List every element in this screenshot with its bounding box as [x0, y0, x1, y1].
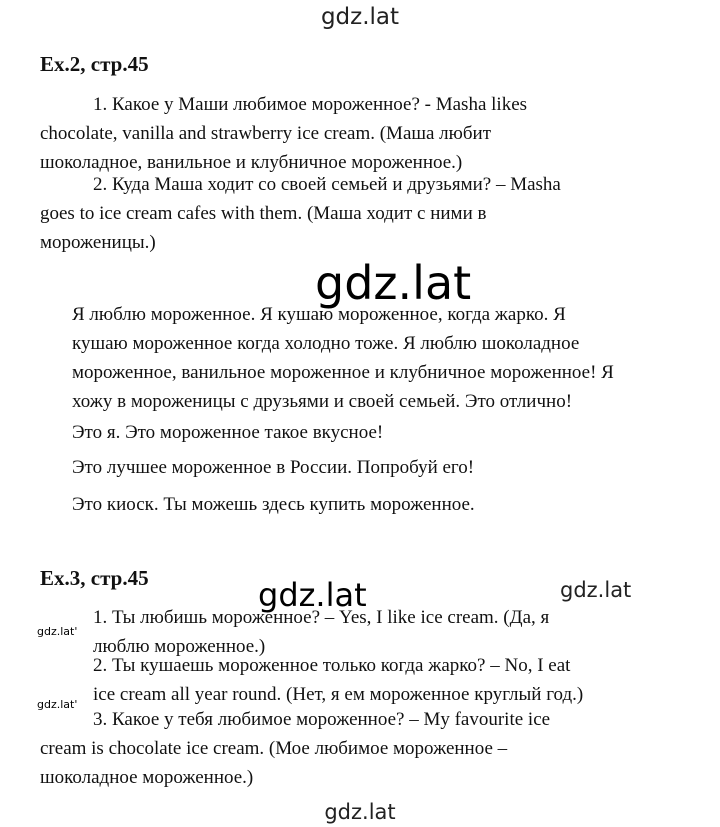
ex2-answer-1-line1: 1. Какое у Маши любимое мороженное? - Masha likes — [93, 94, 528, 115]
ex3-answer-2 — [93, 651, 673, 709]
watermark-small-2: gdz.lat' — [37, 698, 78, 711]
ex2-paragraph-line3: мороженное, ванильное мороженное и клубничное мороженное! Я — [72, 362, 614, 383]
ex2-answer-1-line3: шоколадное, ванильное и клубничное мороженное.) — [40, 152, 463, 173]
ex2-paragraph — [72, 300, 670, 416]
ex3-answer-1-line1: 1. Ты любишь мороженное? – Yes, I like ice cream. (Да, я — [93, 607, 550, 628]
watermark-top: gdz.lat — [320, 4, 400, 30]
watermark-bottom: gdz.lat — [324, 800, 396, 824]
watermark-small-1: gdz.lat' — [37, 625, 78, 638]
ex3-answer-2-line2: ice cream all year round. (Нет, я ем мороженное круглый год.) — [93, 684, 584, 705]
watermark-large: gdz.lat — [315, 256, 472, 310]
ex2-answer-1-line2: chocolate, vanilla and strawberry ice cream. (Маша любит — [40, 123, 491, 144]
ex3-answer-3 — [40, 705, 673, 792]
ex2-answer-2-line3: мороженицы.) — [40, 232, 156, 253]
ex3-answer-2-line1: 2. Ты кушаешь мороженное только когда жарко? – No, I eat — [93, 655, 571, 676]
ex2-paragraph-line4: хожу в мороженицы с друзьями и своей семьей. Это отлично! — [72, 391, 573, 412]
watermark-right: gdz.lat — [560, 578, 632, 602]
ex3-answer-3-line2: cream is chocolate ice cream. (Мое любимое мороженное – — [40, 738, 508, 759]
ex2-answer-1 — [40, 90, 673, 177]
ex2-sentence-2: Это лучшее мороженное в России. Попробуй его! — [72, 457, 475, 478]
exercise-2-heading: Ex.2, стр.45 — [40, 52, 149, 76]
ex3-answer-3-line1: 3. Какое у тебя любимое мороженное? – My favourite ice — [93, 709, 551, 730]
ex2-paragraph-line2: кушаю мороженное когда холодно тоже. Я люблю шоколадное — [72, 333, 580, 354]
ex3-answer-1-line2: люблю мороженное.) — [93, 636, 266, 657]
ex2-answer-2-line2: goes to ice cream cafes with them. (Маша ходит с ними в — [40, 203, 487, 224]
ex2-answer-2-line1: 2. Куда Маша ходит со своей семьей и друзьями? – Masha — [93, 174, 561, 195]
watermark-medium: gdz.lat — [258, 576, 367, 614]
ex2-paragraph-line1: Я люблю мороженное. Я кушаю мороженное, когда жарко. Я — [72, 304, 566, 325]
exercise-3-heading: Ex.3, стр.45 — [40, 566, 149, 590]
ex2-sentence-1: Это я. Это мороженное такое вкусное! — [72, 422, 384, 443]
ex2-sentence-3: Это киоск. Ты можешь здесь купить мороженное. — [72, 494, 475, 515]
ex3-answer-3-line3: шоколадное мороженное.) — [40, 767, 254, 788]
ex2-answer-2 — [40, 170, 673, 257]
